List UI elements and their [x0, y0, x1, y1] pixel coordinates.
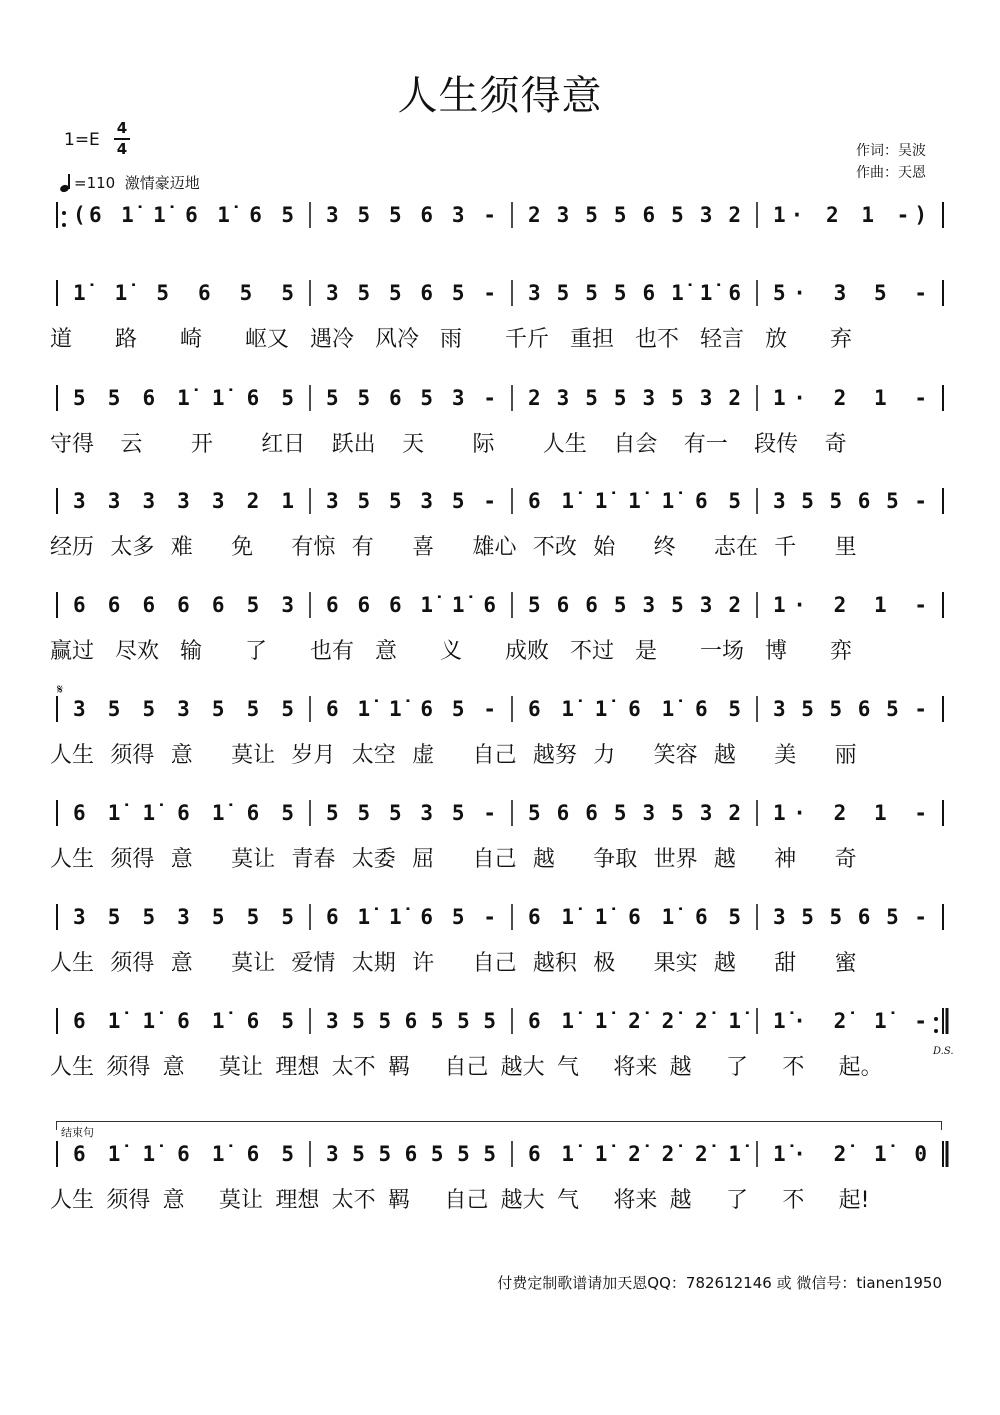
lyric-word: 也不 [635, 327, 680, 352]
measure-notes: 1· 2 1 - [773, 801, 927, 825]
lyric-word: 越努 [532, 743, 577, 768]
measure-notes: 6 1̇ 1̇ 6 1̇ 6 5 [73, 801, 294, 825]
lyric-word: 人生 [50, 1055, 95, 1080]
lyric-word: 蜜 [834, 951, 857, 976]
measure-notes: 1· 2 1 -) [773, 203, 927, 227]
measure-notes: 3 5 5 6 3 - [326, 203, 496, 227]
lyric-word: 不过 [570, 639, 615, 664]
repeat-dot [62, 211, 66, 215]
lyric-word: 意 [162, 1188, 185, 1213]
lyric-word: 美 [774, 743, 797, 768]
lyric-word: 输 [180, 639, 203, 664]
measure-notes: 6 1̇ 1̇ 6 5 - [326, 697, 496, 721]
lyric-word: 了 [245, 639, 268, 664]
lyric-word: 弈 [830, 639, 853, 664]
lyric-word: 意 [170, 847, 193, 872]
lyric-word: 尽欢 [115, 639, 160, 664]
lyric-word: 须得 [106, 1055, 151, 1080]
lyric-word: 际 [472, 432, 495, 457]
lyric-word: 丽 [834, 743, 857, 768]
measure-notes: 3 3 3 3 3 2 1 [73, 489, 294, 513]
measure-notes: 3 5 5 6 5 5 5 [326, 1009, 496, 1033]
lyric-word: 放 [765, 327, 788, 352]
expression-text: 激情豪迈地 [124, 174, 200, 192]
lyric-word: 自己 [444, 1188, 489, 1213]
lyric-word: 岖又 [245, 327, 290, 352]
lyric-word: 青春 [291, 847, 336, 872]
lyric-word: 重担 [570, 327, 615, 352]
lyric-word: 跃出 [331, 432, 376, 457]
lyric-word: 自己 [472, 847, 517, 872]
song-title: 人生须得意 [397, 73, 603, 119]
lyric-word: 起。 [838, 1055, 883, 1080]
lyric-word: 一场 [700, 639, 745, 664]
measure-notes: (6 1̇ 1̇ 6 1̇ 6 5 [73, 203, 294, 227]
lyric-word: 奇 [834, 847, 857, 872]
lyric-word: 许 [412, 951, 435, 976]
lyric-word: 不改 [532, 535, 577, 560]
measure-notes: 6 6 6 6 6 5 3 [73, 593, 294, 617]
lyric-word: 力 [593, 743, 616, 768]
measure-notes: 5 5 6 1̇ 1̇ 6 5 [73, 386, 294, 410]
lyric-word: 轻言 [700, 327, 745, 352]
lyric-word: 喜 [412, 535, 435, 560]
lyric-word: 有一 [683, 432, 728, 457]
lyric-word: 里 [834, 535, 857, 560]
lyric-word: 免 [231, 535, 254, 560]
key-signature: 1=E [64, 130, 100, 150]
lyric-word: 意 [170, 743, 193, 768]
measure-notes: 5 6 6 5 3 5 3 2 [528, 593, 741, 617]
lyric-word: 羁 [388, 1188, 411, 1213]
lyricist-credit: 作词：吴波 [856, 143, 926, 159]
lyric-word: 越 [669, 1188, 692, 1213]
lyric-word: 千 [774, 535, 797, 560]
lyric-word: 人生 [50, 951, 95, 976]
measure-notes: 3 5 5 3 5 - [326, 489, 496, 513]
lyric-word: 经历 [50, 535, 95, 560]
composer-credit: 作曲：天恩 [856, 165, 926, 181]
measure-notes: 1̇· 2̇ 1̇ 0 [773, 1142, 927, 1166]
lyric-word: 太期 [351, 951, 396, 976]
lyric-word: 世界 [653, 847, 698, 872]
lyric-word: 奇 [824, 432, 847, 457]
lyric-word: 始 [593, 535, 616, 560]
measure-notes: 3 5 5 6 5 - [326, 281, 496, 305]
lyric-word: 云 [120, 432, 143, 457]
lyric-word: 莫让 [231, 951, 276, 976]
lyric-word: 越 [669, 1055, 692, 1080]
lyric-word: 理想 [275, 1188, 320, 1213]
measure-notes: 1̇· 2̇ 1̇ - [773, 1009, 927, 1033]
lyric-word: 起! [838, 1188, 870, 1213]
lyric-word: 爱情 [291, 951, 336, 976]
lyric-word: 莫让 [231, 743, 276, 768]
lyric-word: 意 [375, 639, 398, 664]
lyric-word: 人生 [50, 743, 95, 768]
lyric-word: 越大 [500, 1055, 545, 1080]
repeat-dot [934, 1017, 938, 1021]
measure-notes: 6 1̇ 1̇ 6 1̇ 6 5 [73, 1009, 294, 1033]
measure-notes: 3 5 5 3 5 5 5 [73, 905, 294, 929]
lyric-word: 千斤 [505, 327, 550, 352]
measure-notes: 5· 3 5 - [773, 281, 927, 305]
lyric-word: 赢过 [50, 639, 95, 664]
lyric-word: 风冷 [375, 327, 420, 352]
lyric-word: 也有 [310, 639, 355, 664]
lyric-word: 了 [726, 1188, 749, 1213]
lyric-word: 不 [782, 1055, 805, 1080]
lyric-word: 须得 [110, 951, 155, 976]
measure-notes: 6 1̇ 1̇ 6 5 - [326, 905, 496, 929]
lyric-word: 成败 [505, 639, 550, 664]
lyric-word: 莫让 [219, 1188, 264, 1213]
measure-notes: 5 6 6 5 3 5 3 2 [528, 801, 741, 825]
lyric-word: 神 [774, 847, 797, 872]
lyric-word: 争取 [593, 847, 638, 872]
measure-notes: 6 1̇ 1̇ 2̇ 2̇ 2̇ 1̇ [528, 1142, 741, 1166]
lyric-word: 将来 [613, 1055, 658, 1080]
lyric-word: 是 [635, 639, 658, 664]
measure-notes: 3 5 5 6 5 5 5 [326, 1142, 496, 1166]
time-numerator: 4 [116, 119, 128, 137]
lyric-word: 气 [557, 1055, 580, 1080]
lyric-word: 极 [593, 951, 616, 976]
measure-notes: 3 5 5 6 5 - [773, 489, 927, 513]
lyric-word: 义 [440, 639, 463, 664]
lyric-word: 道 [50, 327, 73, 352]
lyric-word: 羁 [388, 1055, 411, 1080]
lyric-word: 太委 [351, 847, 396, 872]
repeat-dot [62, 223, 66, 227]
footer-contact: 付费定制歌谱请加天恩QQ：782612146 或 微信号：tianen1950 [497, 1274, 942, 1292]
lyric-word: 气 [557, 1188, 580, 1213]
lyric-word: 太空 [351, 743, 396, 768]
measure-notes: 6 1̇ 1̇ 1̇ 1̇ 6 5 [528, 489, 741, 513]
coda-label: 结束句 [61, 1126, 94, 1139]
lyric-word: 越 [713, 951, 736, 976]
measure-notes: 6 6 6 1̇ 1̇ 6 [326, 593, 496, 617]
ds-marking: D.S. [933, 1046, 954, 1057]
lyric-word: 太不 [331, 1055, 376, 1080]
lyric-word: 人生 [542, 432, 587, 457]
lyric-word: 守得 [50, 432, 95, 457]
lyric-word: 弃 [830, 327, 853, 352]
measure-notes: 3 5 5 3 5 5 5 [73, 697, 294, 721]
measure-notes: 2 3 5 5 6 5 3 2 [528, 203, 741, 227]
lyric-word: 太多 [110, 535, 155, 560]
lyric-word: 自己 [444, 1055, 489, 1080]
lyric-word: 志在 [713, 535, 758, 560]
time-denominator: 4 [116, 140, 128, 158]
lyric-word: 甜 [774, 951, 797, 976]
lyric-word: 须得 [110, 847, 155, 872]
lyric-word: 越 [713, 847, 736, 872]
lyric-word: 红日 [261, 432, 306, 457]
lyric-word: 须得 [106, 1188, 151, 1213]
lyric-word: 越 [532, 847, 555, 872]
lyric-word: 人生 [50, 847, 95, 872]
measure-notes: 6 1̇ 1̇ 6 1̇ 6 5 [528, 905, 741, 929]
lyric-word: 有 [351, 535, 374, 560]
lyric-word: 莫让 [219, 1055, 264, 1080]
lyric-word: 自己 [472, 743, 517, 768]
measure-notes: 1̇ 1̇ 5 6 5 5 [73, 281, 294, 305]
lyric-word: 天 [402, 432, 425, 457]
lyric-word: 遇冷 [310, 327, 355, 352]
lyric-word: 意 [170, 951, 193, 976]
lyric-word: 终 [653, 535, 676, 560]
lyric-word: 笑容 [653, 743, 698, 768]
lyric-word: 意 [162, 1055, 185, 1080]
lyric-word: 开 [190, 432, 213, 457]
lyric-word: 路 [115, 327, 138, 352]
lyric-word: 有惊 [291, 535, 336, 560]
lyric-word: 越 [713, 743, 736, 768]
measure-notes: 5 5 6 5 3 - [326, 386, 496, 410]
lyric-word: 岁月 [291, 743, 336, 768]
tempo-value: =110 [74, 174, 116, 192]
measure-notes: 3 5 5 5 6 1̇ 1̇ 6 [528, 281, 741, 305]
segno-sign: 𝄋 [57, 682, 64, 698]
measure-notes: 1· 2 1 - [773, 386, 927, 410]
lyric-word: 雨 [440, 327, 463, 352]
lyric-word: 博 [765, 639, 788, 664]
repeat-dot [934, 1029, 938, 1033]
lyric-word: 了 [726, 1055, 749, 1080]
lyric-word: 人生 [50, 1188, 95, 1213]
measure-notes: 3 5 5 6 5 - [773, 905, 927, 929]
measure-notes: 6 1̇ 1̇ 6 1̇ 6 5 [73, 1142, 294, 1166]
lyric-word: 自会 [613, 432, 658, 457]
lyric-word: 莫让 [231, 847, 276, 872]
lyric-word: 须得 [110, 743, 155, 768]
lyric-word: 太不 [331, 1188, 376, 1213]
lyric-word: 越积 [532, 951, 577, 976]
lyric-word: 难 [170, 535, 193, 560]
lyric-word: 雄心 [472, 535, 517, 560]
lyric-word: 段传 [754, 432, 799, 457]
measure-notes: 2 3 5 5 3 5 3 2 [528, 386, 741, 410]
lyric-word: 不 [782, 1188, 805, 1213]
lyric-word: 自己 [472, 951, 517, 976]
measure-notes: 3 5 5 6 5 - [773, 697, 927, 721]
lyric-word: 果实 [653, 951, 698, 976]
measure-notes: 5 5 5 3 5 - [326, 801, 496, 825]
lyric-word: 屈 [412, 847, 435, 872]
lyric-word: 虚 [412, 743, 435, 768]
measure-notes: 6 1̇ 1̇ 2̇ 2̇ 2̇ 1̇ [528, 1009, 741, 1033]
measure-notes: 1· 2 1 - [773, 593, 927, 617]
lyric-word: 崎 [180, 327, 203, 352]
lyric-word: 越大 [500, 1188, 545, 1213]
lyric-word: 理想 [275, 1055, 320, 1080]
measure-notes: 6 1̇ 1̇ 6 1̇ 6 5 [528, 697, 741, 721]
lyric-word: 将来 [613, 1188, 658, 1213]
